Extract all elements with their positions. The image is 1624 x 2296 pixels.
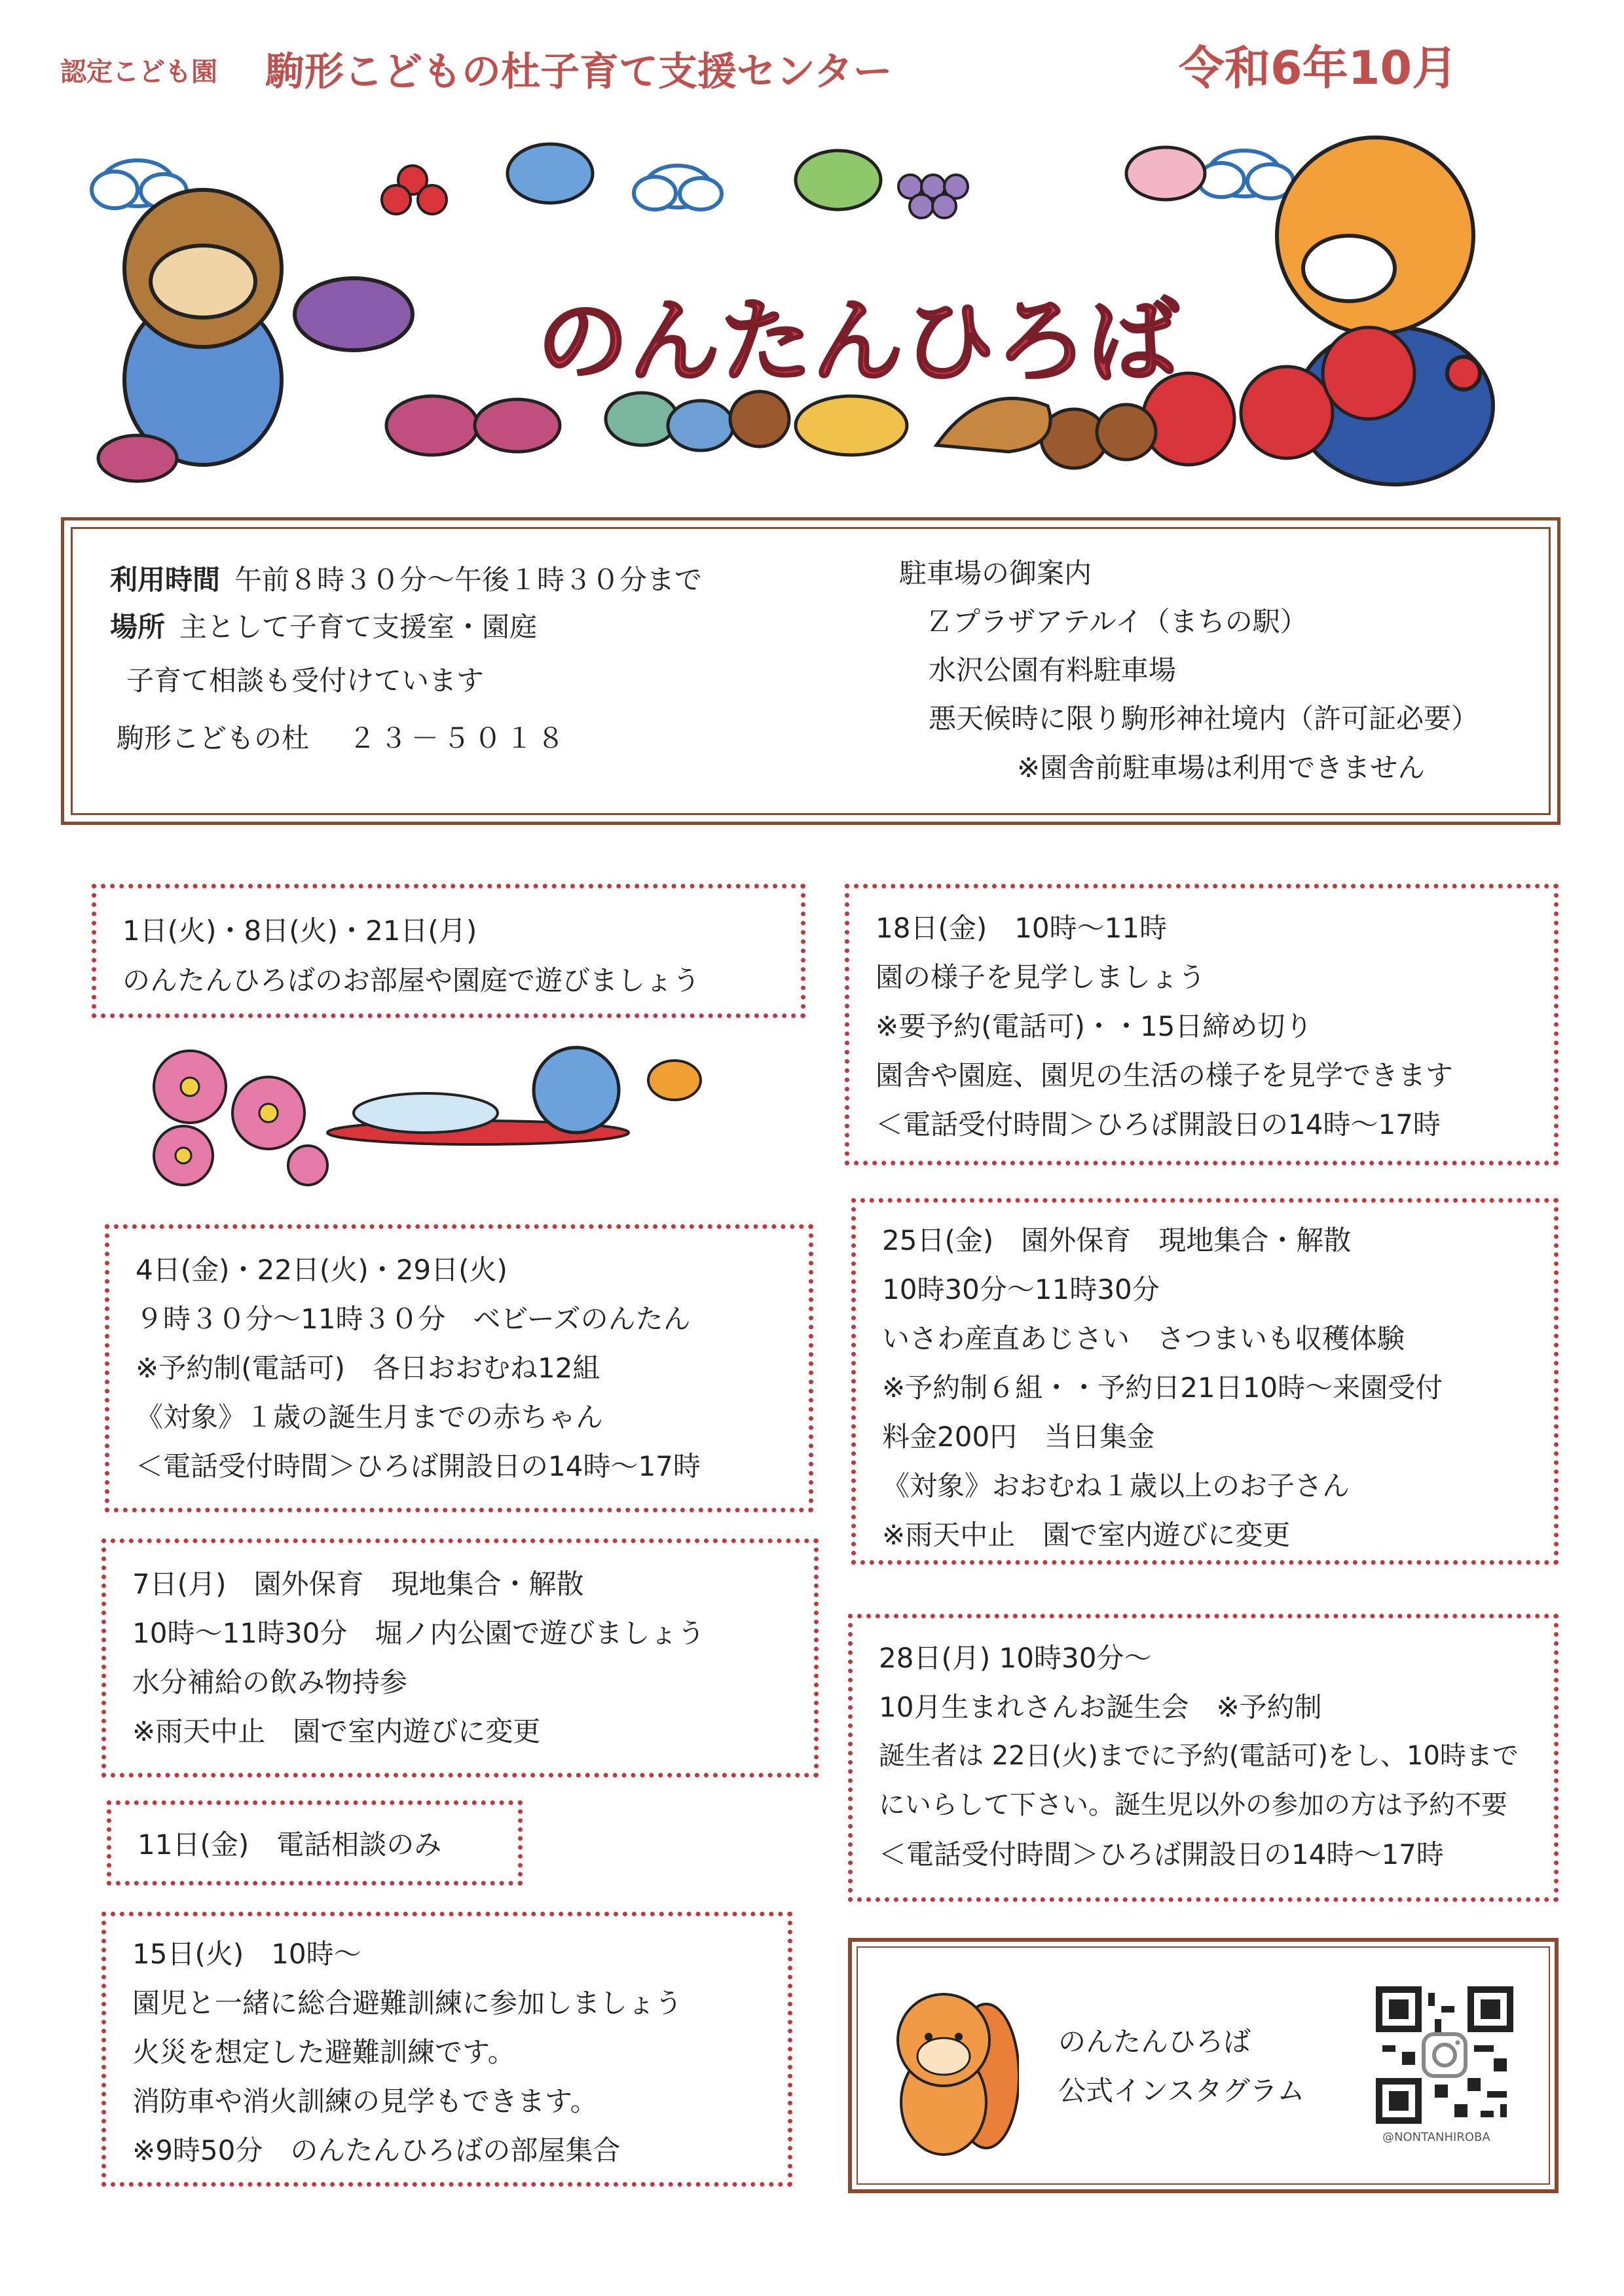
event-line: 火災を想定した避難訓練です。 <box>132 2036 515 2068</box>
event-line: 《対象》１歳の誕生月までの赤ちゃん <box>136 1401 604 1433</box>
instagram-box <box>848 1938 1559 2193</box>
event-line: ※予約制(電話可) 各日おおむね12組 <box>136 1352 600 1384</box>
event-line: 園児と一緒に総合避難訓練に参加しましょう <box>132 1987 683 2019</box>
event-line: 消防車や消火訓練の見学もできます。 <box>132 2085 598 2117</box>
parking-item: Ｚプラザアテルイ（まちの駅） <box>925 606 1308 638</box>
tanuki-character-icon <box>124 190 413 465</box>
event-line: 15日(火) 10時～ <box>132 1938 361 1970</box>
event-line: 10時～11時30分 堀ノ内公園で遊びましょう <box>132 1617 705 1649</box>
cosmos-illustration <box>118 1041 799 1192</box>
consult-note: 子育て相談も受付けています <box>126 665 485 697</box>
koala-character-icon <box>534 1048 619 1133</box>
event-line: ＜電話受付時間＞ひろば開設日の14時～17時 <box>136 1450 701 1482</box>
cloud-icon <box>92 151 1293 210</box>
event-line: ※雨天中止 園で室内遊びに変更 <box>882 1519 1291 1551</box>
event-line: ※雨天中止 園で室内遊びに変更 <box>132 1715 541 1747</box>
org-type-label: 認定こども園 <box>60 57 217 87</box>
qr-code-icon[interactable] <box>1376 1986 1513 2124</box>
bird-icon <box>1126 147 1205 200</box>
event-line: 《対象》おおむね１歳以上のお子さん <box>882 1470 1350 1502</box>
grape-icon <box>898 175 968 218</box>
event-box-8 <box>848 1614 1559 1902</box>
event-line: 1日(火)・8日(火)・21日(月) <box>122 915 477 947</box>
squirrel-character-icon <box>888 1978 1019 2161</box>
parking-item: 水沢公園有料駐車場 <box>929 654 1177 686</box>
event-line: 10時30分～11時30分 <box>882 1273 1160 1305</box>
event-line: 誕生者は 22日(火)までに予約(電話可)をし、10時まで <box>879 1741 1519 1771</box>
hours-label: 利用時間 <box>110 564 221 596</box>
event-box-2 <box>105 1224 813 1512</box>
parking-title: 駐車場の御案内 <box>899 557 1092 589</box>
dragonfly-wing-icon <box>354 1093 498 1133</box>
instagram-title: のんたんひろば <box>1058 2026 1251 2058</box>
instagram-subtitle: 公式インスタグラム <box>1058 2075 1305 2107</box>
event-box-5 <box>101 1912 792 2187</box>
place-label: 場所 <box>110 611 166 643</box>
parking-note: ※園舎前駐車場は利用できません <box>1017 752 1426 784</box>
event-line: 25日(金) 園外保育 現地集合・解散 <box>882 1224 1352 1256</box>
issue-month: 令和6年10月 <box>1179 41 1458 95</box>
event-box-1 <box>92 884 805 1018</box>
instagram-handle: @NONTANHIROBA <box>1382 2130 1490 2144</box>
event-box-7 <box>851 1198 1559 1565</box>
cherry-icon <box>382 166 447 214</box>
event-line: 18日(金) 10時～11時 <box>876 912 1168 944</box>
org-name: 駒形こどもの杜子育て支援センター <box>265 49 893 95</box>
event-box-3 <box>101 1539 819 1777</box>
event-line: 10月生まれさんお誕生会 ※予約制 <box>879 1691 1322 1723</box>
event-line: ＜電話受付時間＞ひろば開設日の14時～17時 <box>876 1108 1441 1140</box>
event-line: 園舎や園庭、園児の生活の様子を見学できます <box>876 1059 1454 1091</box>
event-line: 11日(金) 電話相談のみ <box>138 1829 442 1861</box>
phone-name: 駒形こどもの杜 <box>117 722 310 754</box>
event-line: 園の様子を見学しましょう <box>876 961 1206 993</box>
snail-shell-icon <box>936 399 1050 452</box>
chestnut-icon <box>730 392 1156 468</box>
fish-icon <box>796 396 907 455</box>
event-line: ※予約制６組・・予約日21日10時～来園受付 <box>882 1372 1443 1404</box>
mushroom-icon <box>606 393 733 450</box>
event-line: 28日(月) 10時30分～ <box>879 1642 1152 1674</box>
event-box-6 <box>845 884 1559 1165</box>
event-line: 料金200円 当日集金 <box>882 1421 1155 1453</box>
bird-icon <box>796 151 881 210</box>
hours-value: 午前８時３０分～午後１時３０分まで <box>234 564 703 596</box>
event-box-4 <box>107 1800 523 1886</box>
info-box <box>61 517 1560 825</box>
cosmos-flower-icon <box>154 1051 327 1185</box>
event-line: ※要予約(電話可)・・15日締め切り <box>876 1010 1313 1042</box>
event-line: 7日(月) 園外保育 現地集合・解散 <box>132 1568 584 1600</box>
event-line: 水分補給の飲み物持参 <box>132 1666 408 1698</box>
event-line: ９時３０分～11時３０分 ベビーズのんたん <box>136 1303 691 1335</box>
banner-illustration <box>65 118 1565 498</box>
place-value: 主として子育て支援室・園庭 <box>179 611 538 643</box>
event-line: のんたんひろばのお部屋や園庭で遊びましょう <box>122 964 701 996</box>
banner-title: のんたんひろば <box>536 290 1179 393</box>
event-line: 4日(金)・22日(火)・29日(火) <box>136 1254 507 1286</box>
event-line: ※9時50分 のんたんひろばの部屋集合 <box>132 2134 621 2166</box>
phone-number: ２３－５０１８ <box>348 722 569 754</box>
event-line: いさわ産直あじさい さつまいも収穫体験 <box>882 1322 1405 1355</box>
event-line: ＜電話受付時間＞ひろば開設日の14時～17時 <box>879 1838 1444 1870</box>
bird-icon <box>507 144 593 203</box>
event-line: にいらして下さい。誕生児以外の参加の方は予約不要 <box>879 1790 1507 1820</box>
parking-item: 悪天候時に限り駒形神社境内（許可証必要） <box>929 702 1479 735</box>
bird-icon <box>648 1061 701 1100</box>
